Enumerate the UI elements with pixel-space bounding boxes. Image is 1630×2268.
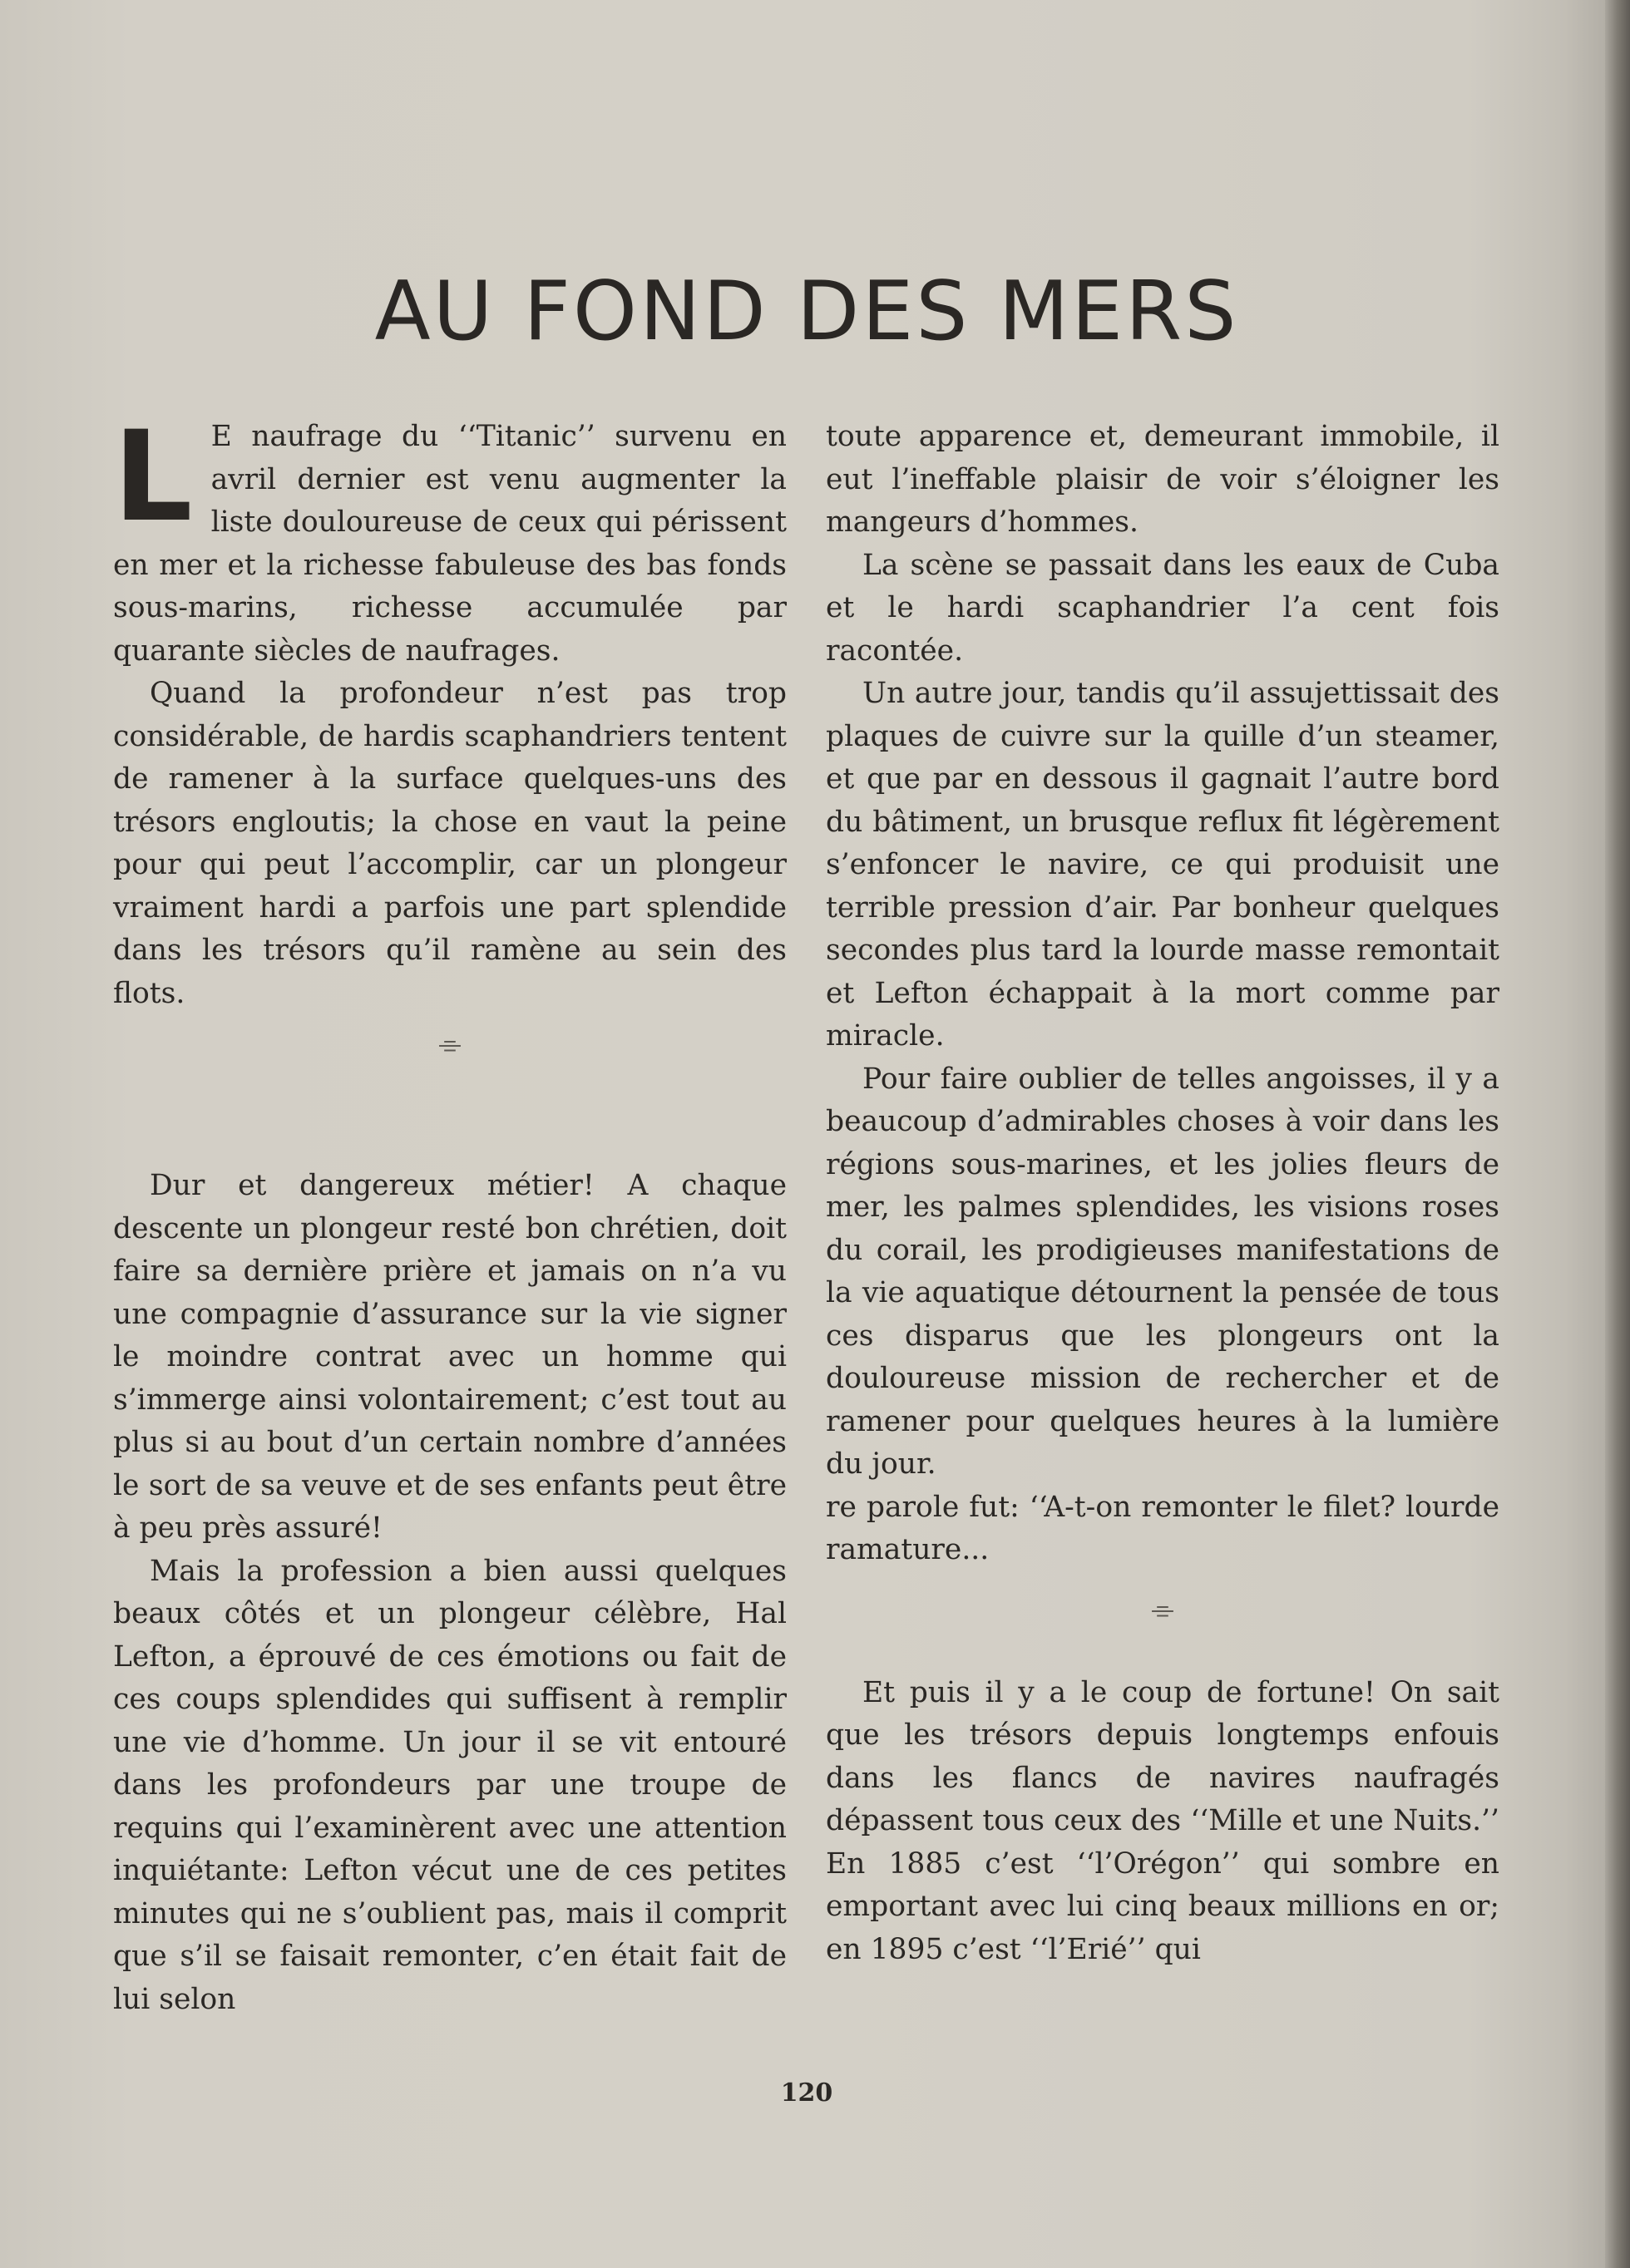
opening-paragraph	[113, 405, 787, 673]
paragraph-steamer: Un autre jour, tandis qu’il assujettissait des plaques de cuivre sur la quille d’un steamer, et que par en dessous il gagnait l’autre bord du bâtiment, un brusque reflux fit légèrement s’enfoncer le navire, ce qui produisit une terrible pression d’air. Par bonheur quelques secondes plus tard la lourde masse remontait et Lefton échappait à la mort comme par miracle.	[826, 677, 1499, 1053]
paragraph-continued: toute apparence et, demeurant immobile, il eut l’ineffable plaisir de voir s’éloigner les mangeurs d’hommes.	[826, 420, 1499, 539]
article-title: AU FOND DES MERS	[374, 264, 1239, 359]
paragraph-cuba: La scène se passait dans les eaux de Cuba et le hardi scaphandrier l’a cent fois racontée.	[826, 548, 1499, 668]
page-number: 120	[780, 2078, 833, 2108]
paragraph-lefton: Mais la profession a bien aussi quelques beaux côtés et un plongeur célèbre, Hal Lefton, a éprouvé de ces émotions ou fait de ces coups splendides qui suffisent à remplir une vie d’homme. Un jour il se vit entouré dans les profondeurs par une troupe de requins qui l’examinèrent avec une attention inquiétante: Lefton vécut une de ces petites minutes qui ne s’oublient pas, mais il comprit que s’il se faisait remonter, c’en était fait de lui selon	[113, 1554, 787, 2016]
paragraph-wonders: Pour faire oublier de telles angoisses, il y a beaucoup d’admirables choses à voir dans les régions sous-marines, et les jolies fleurs de mer, les palmes splendides, les visions roses du corail, les prodigieuses manifestations de la vie aquatique détournent la pensée de tous ces disparus que les plongeurs ont la douloureuse mission de rechercher et de ramener pour quelques heures à la lumière du jour.	[826, 1062, 1499, 1481]
paragraph-dangerous-job: Dur et dangereux métier! A chaque descente un plongeur resté bon chrétien, doit faire sa dernière prière et jamais on n’a vu une compagnie d’assurance sur la vie signer le moindre contrat avec un homme qui s’immerge ainsi volontairement; c’est tout au plus si au bout d’un certain nombre d’années le sort de sa veuve et de ses enfants peut être à peu près assuré!	[113, 1169, 787, 1545]
paragraph-fragment: re parole fut: ‘‘A-t-on remonter le filet? lourde ramature...	[826, 1490, 1499, 1566]
opening-paragraph-text: E naufrage du ‘‘Titanic’’ survenu en avril dernier est venu augmenter la liste douloureuse de ceux qui périssent en mer et la richesse fabuleuse des bas fonds sous-marins, richesse accumulée par quarante siècles de naufrages.	[113, 420, 787, 668]
paragraph-fortune: Et puis il y a le coup de fortune! On sait que les trésors depuis longtemps enfouis dans les flancs de navires naufragés dépassent tous ceux des ‘‘Mille et une Nuits.’’ En 1885 c’est ‘‘l’Orégon’’ qui sombre en emportant avec lui cinq beaux millions en or; en 1895 c’est ‘‘l’Erié’’ qui	[826, 1675, 1499, 1966]
section-ornament-icon: ⌯	[438, 1028, 462, 1061]
drop-cap: L	[113, 405, 193, 550]
right-column	[826, 416, 1499, 1971]
paragraph-divers: Quand la profondeur n’est pas trop considérable, de hardis scaphandriers tentent de ramener à la surface quelques-uns des trésors engloutis; la chose en vaut la peine pour qui peut l’accomplir, car un plongeur vraiment hardi a parfois une part splendide dans les trésors qu’il ramène au sein des flots.	[113, 677, 787, 1010]
section-ornament-icon: ⌯	[1151, 1592, 1174, 1626]
left-column	[113, 405, 787, 2021]
